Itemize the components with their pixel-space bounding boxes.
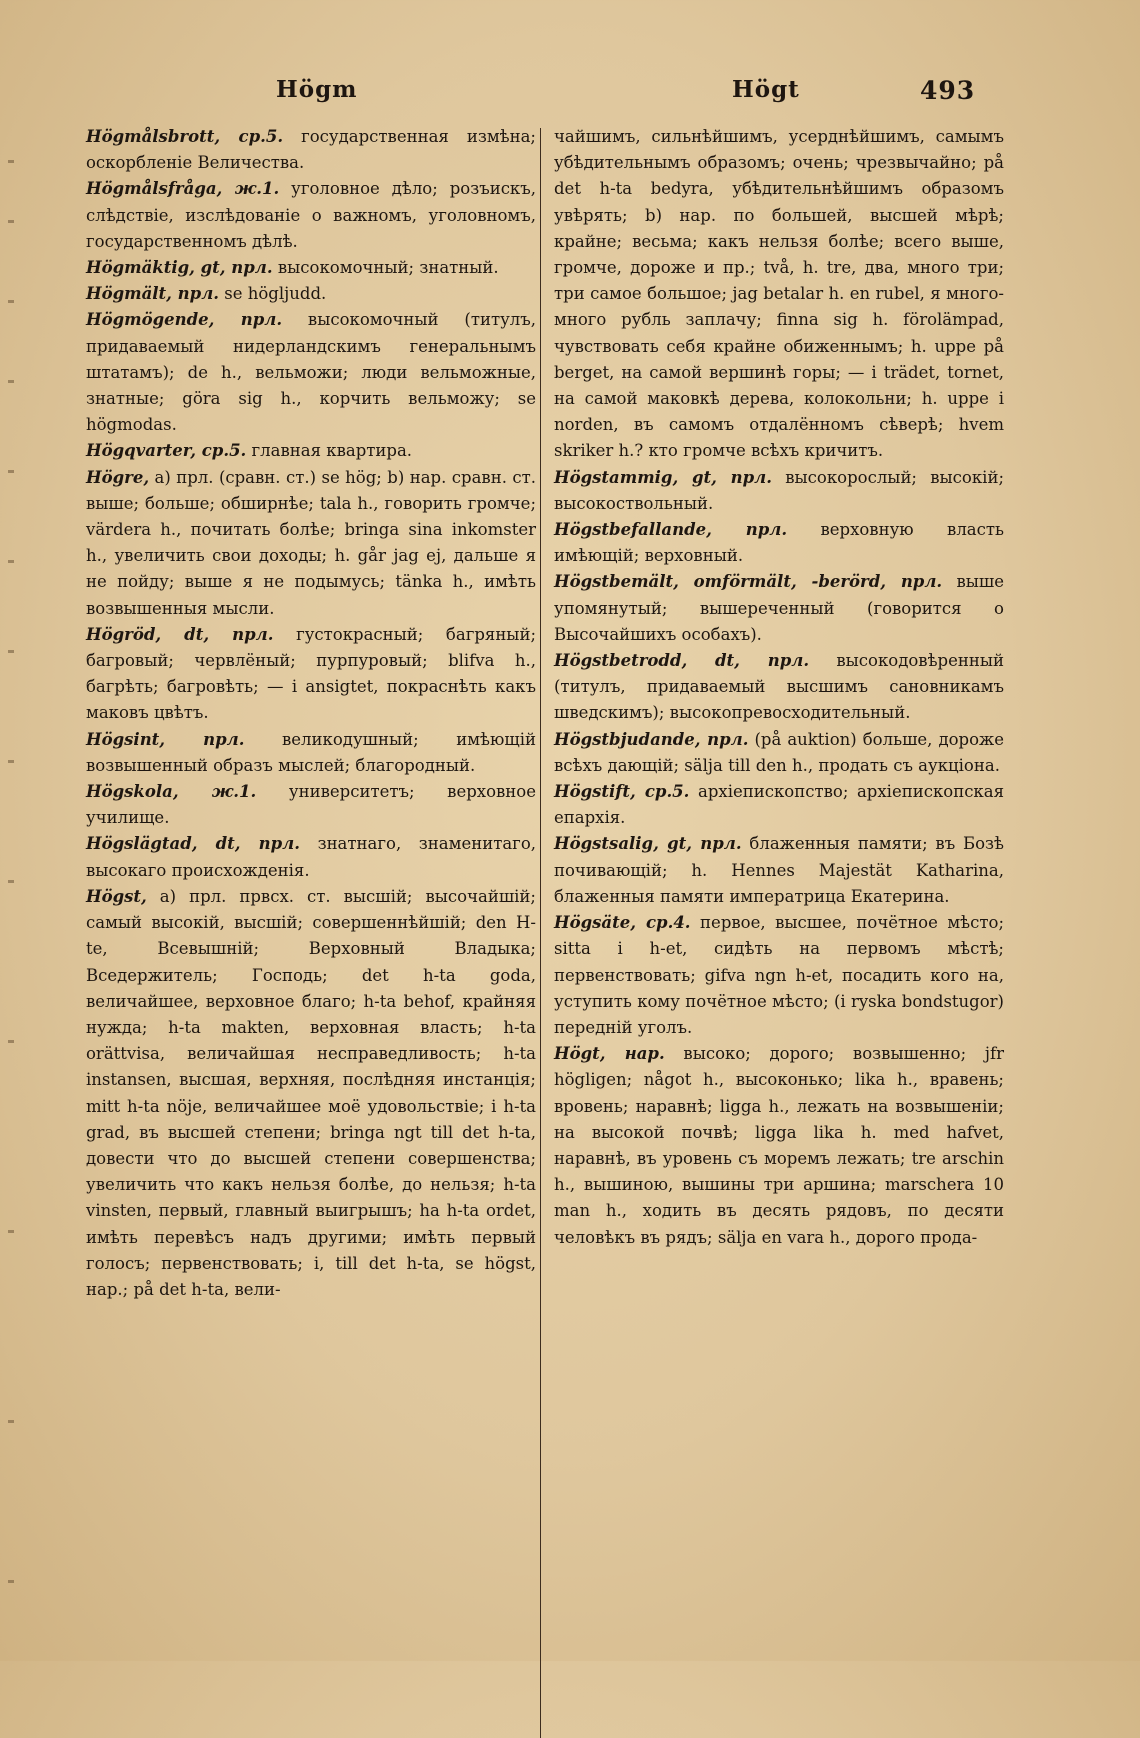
definition: высоко; дорого; возвышенно; jfr högligen; något h., высоконько; lika h., вравень; вровень; наравнѣ; ligga h., лежать на возвышеніи; на высокой почвѣ; ligga lika h. med hafvet, наравнѣ, въ уровень съ моремъ лежать; tre arschin h., вышиною, вышины три аршина; marschera 10 man h., ходить въ десять рядовъ, по десяти человѣкъ въ рядъ; sälja en vara h., дорого прода-	[554, 1044, 1010, 1247]
definition: чайшимъ, сильнѣйшимъ, усерднѣйшимъ, самымъ убѣдительнымъ образомъ; очень; чрезвычайно; på det h-ta bedyra, убѣдительнѣйшимъ образомъ увѣрять; b) нар. по большей, высшей мѣрѣ; крайне; весьма; какъ нельзя болѣе; всего выше, громче, дороже и пр.; två, h. tre, два, много три; три самое большое; jag betalar h. en rubel, я много-много рубль заплачу; finna sig h. förolämpad, чувствовать себя крайне обиженнымъ; h. uppe på berget, на самой вершинѣ горы; — i trädet, tornet, на самой маковкѣ дерева, колокольни; h. uppe i norden, въ самомъ отдалённомъ сѣверѣ; hvem skriker h.? кто громче всѣхъ кричитъ.	[554, 127, 1010, 461]
dictionary-entry	[554, 648, 1010, 727]
headword: Högmält, прл.	[86, 284, 220, 304]
dictionary-entry	[554, 779, 1010, 831]
headword: Högstammig, gt, прл.	[554, 467, 772, 487]
binding-mark	[8, 650, 14, 653]
binding-mark	[8, 470, 14, 473]
binding-mark	[8, 1580, 14, 1583]
dictionary-entry	[86, 831, 542, 883]
binding-mark	[8, 380, 14, 383]
definition: высокорослый; высокій; высокоствольный.	[554, 467, 1010, 513]
headword: Högmögende, прл.	[86, 310, 283, 330]
right-column	[554, 124, 1010, 1251]
definition: первое, высшее, почётное мѣсто; sitta i h-et, сидѣть на первомъ мѣстѣ; первенствовать; gifva ngn h-et, посадить кого на, уступить кому почётное мѣсто; (i ryska bondstugor) передній уголъ.	[554, 913, 1010, 1037]
binding-mark	[8, 1420, 14, 1423]
headword: Högstbjudande, прл.	[554, 729, 749, 749]
definition: государственная измѣна; оскорбленіе Величества.	[86, 127, 542, 173]
dictionary-entry	[86, 622, 542, 727]
dictionary-entry	[554, 831, 1010, 910]
dictionary-entry	[554, 124, 1010, 465]
binding-mark	[8, 560, 14, 563]
headword: Högskola, ж.1.	[86, 782, 257, 802]
dictionary-entry	[86, 727, 542, 779]
dictionary-entry	[554, 569, 1010, 648]
binding-mark	[8, 300, 14, 303]
headword: Högstbemält, omförmält, -berörd, прл.	[554, 572, 943, 592]
headword: Högre,	[86, 467, 150, 487]
headword: Högmålsbrott, ср.5.	[86, 127, 284, 146]
headword: Högmålsfråga, ж.1.	[86, 179, 280, 199]
headword: Högslägtad, dt, прл.	[86, 834, 300, 854]
dictionary-entry	[86, 124, 542, 176]
dictionary-entry	[86, 779, 542, 831]
headword: Högt, нар.	[554, 1044, 665, 1064]
definition: густокрасный; багряный; багровый; червлёный; пурпуровый; blifva h., багрѣть; багровѣть; — i ansigtet, покраснѣть какъ маковъ цвѣтъ.	[86, 624, 542, 723]
definition: выше упомянутый; вышереченный (говорится о Высочайшихъ особахъ).	[554, 572, 1010, 644]
left-column	[86, 124, 542, 1303]
definition: высокомочный; знатный.	[272, 258, 499, 278]
definition: (på auktion) больше, дороже всѣхъ дающій; sälja till den h., продать съ аукціона.	[554, 729, 1010, 775]
definition: a) прл. првсх. ст. высшій; высочайшій; самый высокій, высшій; совершеннѣйшій; den H-te, Всевышній; Верховный Владыка; Вседержитель; Господь; det h-ta goda, величайшее, верховное благо; h-ta behof, крайняя нужда; h-ta makten, верховная власть; h-ta orättvisa, величайшая несправедливость; h-ta instansen, высшая, верхняя, послѣдняя инстанція; mitt h-ta nöje, величайшее моё удовольствіе; i h-ta grad, въ высшей степени; bringa ngt till det h-ta, довести что до высшей степени совершенства; увеличить что какъ нельзя болѣе, до нельзя; h-ta vinsten, первый, главный выигрышъ; ha h-ta ordet, имѣть перевѣсъ надъ другими; имѣть первый голосъ; первенствовать; i, till det h-ta, se högst, нар.; på det h-ta, вели-	[86, 886, 542, 1299]
running-head-right: Högt	[732, 76, 800, 103]
headword: Högqvarter, ср.5.	[86, 441, 247, 461]
dictionary-entry	[86, 884, 542, 1303]
dictionary-entry	[554, 517, 1010, 569]
definition: a) прл. (сравн. ст.) se hög; b) нар. сравн. ст. выше; больше; обширнѣе; tala h., говорить громче; värdera h., почитать болѣе; bringa sina inkomster h., увеличить свои доходы; h. går jag ej, дальше я не пойду; выше я не подымусь; tänka h., имѣть возвышенныя мысли.	[86, 467, 542, 618]
binding-mark	[8, 1230, 14, 1233]
headword: Högst,	[86, 886, 147, 906]
definition: архіепископство; архіепископская епархія.	[554, 782, 1010, 828]
definition: высокодовѣренный (титулъ, придаваемый высшимъ сановникамъ шведскимъ); высокопревосходительный.	[554, 651, 1010, 723]
definition: блаженныя памяти; въ Бозѣ почивающій; h. Hennes Majestät Katharina, блаженныя памяти императрица Екатерина.	[554, 834, 1010, 906]
dictionary-entry	[86, 465, 542, 622]
binding-mark	[8, 760, 14, 763]
headword: Högstsalig, gt, прл.	[554, 834, 742, 854]
definition: главная квартира.	[246, 441, 413, 461]
definition: верховную власть имѣющій; верховный.	[554, 520, 1010, 566]
definition: великодушный; имѣющій возвышенный образъ мыслей; благородный.	[86, 729, 542, 775]
dictionary-entry	[554, 465, 1010, 517]
headword: Högsäte, ср.4.	[554, 913, 691, 933]
definition: университетъ; верховное училище.	[86, 782, 542, 828]
page-number: 493	[920, 76, 976, 105]
dictionary-entry	[86, 307, 542, 438]
binding-mark	[8, 220, 14, 223]
binding-mark	[8, 1040, 14, 1043]
headword: Högstbetrodd, dt, прл.	[554, 651, 810, 671]
headword: Högsint, прл.	[86, 729, 245, 749]
dictionary-entry	[554, 727, 1010, 779]
definition: высокомочный (титулъ, придаваемый нидерландскимъ генеральнымъ штатамъ); de h., вельможи; люди вельможные, знатные; göra sig h., корчить вельможу; se högmodas.	[86, 310, 542, 435]
dictionary-entry	[86, 255, 536, 281]
dictionary-entry	[554, 910, 1010, 1041]
dictionary-entry	[86, 176, 542, 255]
definition: знатнаго, знаменитаго, высокаго происхожденія.	[86, 834, 542, 880]
definition: уголовное дѣло; розъискъ, слѣдствіе, изслѣдованіе о важномъ, уголовномъ, государственномъ дѣлѣ.	[86, 179, 542, 251]
headword: Högstbefallande, прл.	[554, 520, 788, 540]
dictionary-entry	[554, 1041, 1010, 1251]
dictionary-entry	[86, 438, 536, 464]
headword: Högmäktig, gt, прл.	[86, 258, 273, 278]
binding-mark	[8, 160, 14, 163]
binding-mark	[8, 880, 14, 883]
running-head-left: Högm	[276, 76, 358, 103]
definition: se högljudd.	[219, 284, 327, 304]
headword: Högstift, ср.5.	[554, 782, 690, 802]
dictionary-entry	[86, 281, 536, 307]
headword: Högröd, dt, прл.	[86, 624, 274, 644]
